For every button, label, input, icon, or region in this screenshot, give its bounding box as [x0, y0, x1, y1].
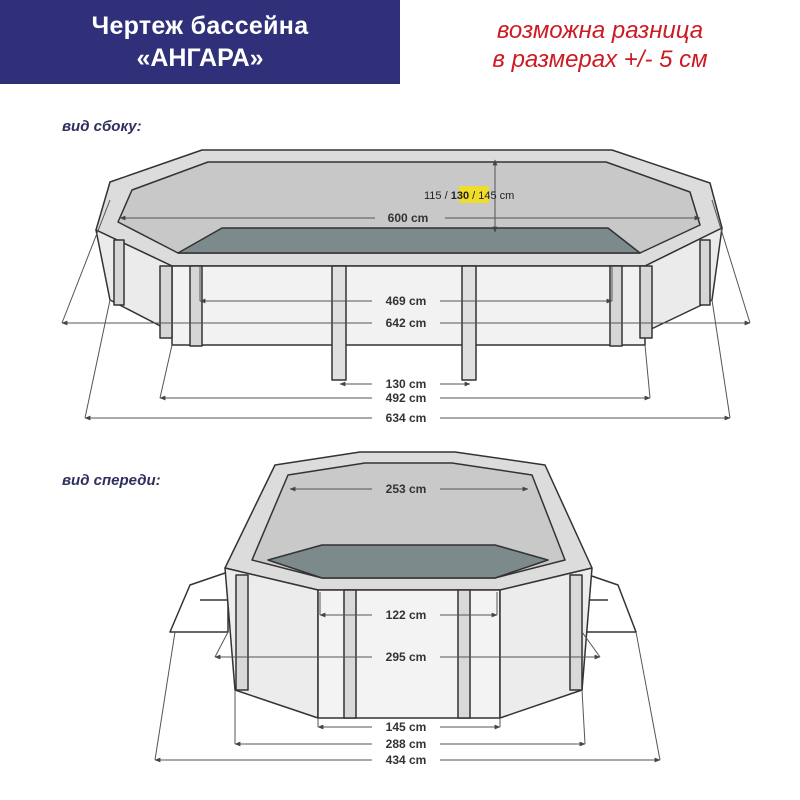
dim-overall-length: 634 cm [385, 411, 427, 425]
dim-leg-width: 130 cm [385, 377, 427, 391]
front-post [458, 590, 470, 718]
dim-top-length: 642 cm [385, 316, 427, 330]
dim-floor-width: 122 cm [385, 608, 427, 622]
title-line-1: Чертеж бассейна [91, 12, 309, 40]
side-post [160, 266, 172, 338]
front-pool-water [268, 545, 548, 578]
side-post [114, 240, 124, 305]
front-frame-left [170, 572, 228, 632]
side-view-label: вид сбоку: [62, 118, 142, 135]
side-post [640, 266, 652, 338]
dim-inner-width: 253 cm [385, 482, 427, 496]
dim-panel-width: 145 cm [385, 720, 427, 734]
side-post [700, 240, 710, 305]
note-line-1: возможна разница [496, 17, 704, 44]
dim-leg-span: 469 cm [385, 294, 427, 308]
side-view-pool [96, 150, 722, 380]
dim-overall-width: 434 cm [385, 753, 427, 767]
front-post [344, 590, 356, 718]
front-view-label: вид спереди: [62, 472, 161, 489]
title-line-2: «АНГАРА» [136, 44, 264, 72]
note-line-2: в размерах +/- 5 см [492, 46, 708, 73]
dim-inner-length: 600 cm [387, 211, 429, 225]
depth-label: 115 / 130 / 145 cm [424, 190, 515, 202]
dim-mid-width: 295 cm [385, 650, 427, 664]
front-post [236, 575, 248, 690]
side-pool-water [178, 228, 640, 253]
dim-base-width: 288 cm [385, 737, 427, 751]
front-post [570, 575, 582, 690]
dim-base-length: 492 cm [385, 391, 427, 405]
